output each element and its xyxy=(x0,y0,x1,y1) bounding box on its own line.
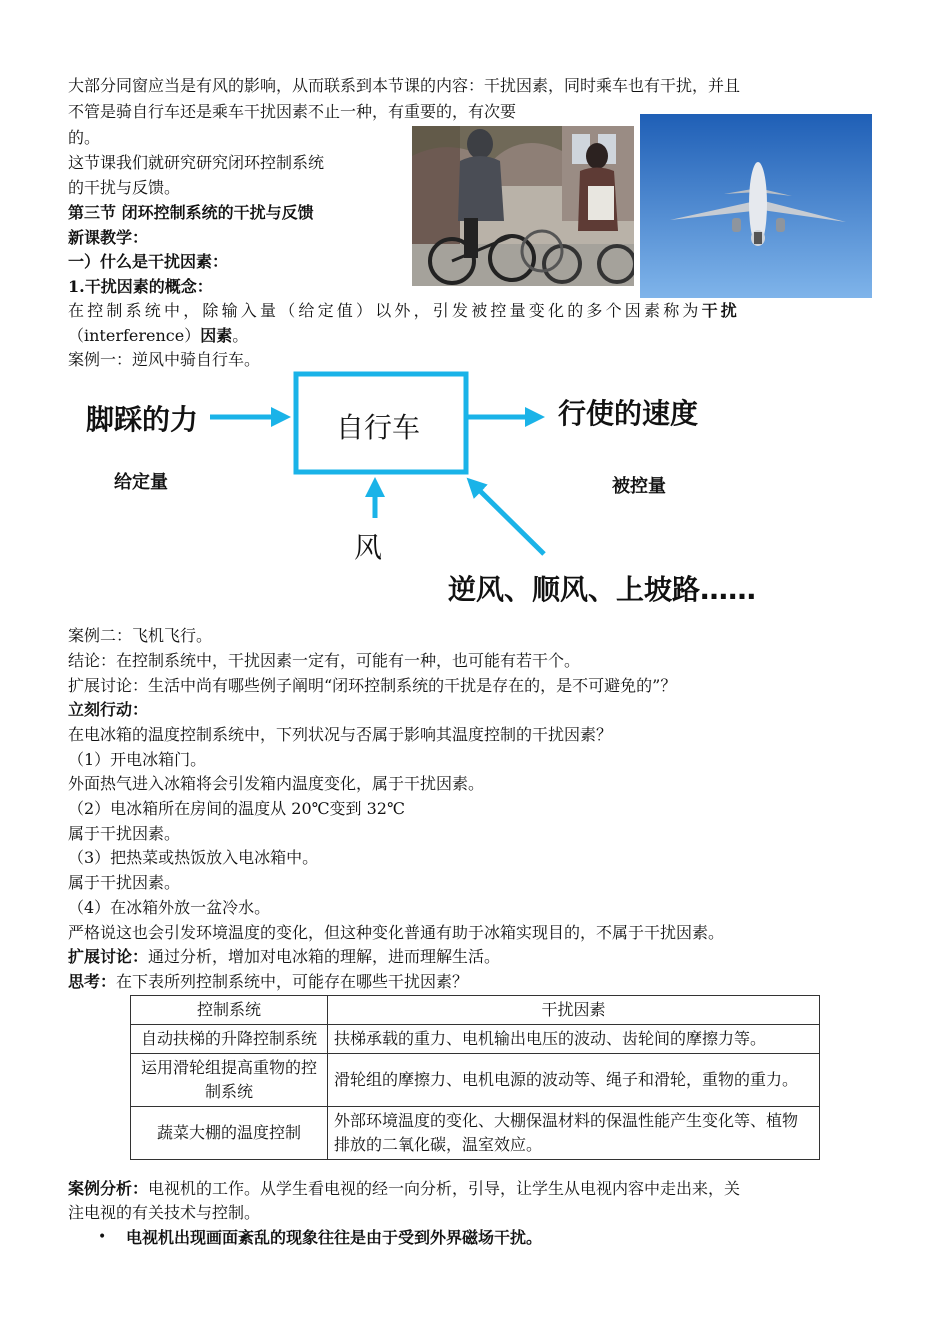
intro-line-3: 的。 xyxy=(68,128,101,147)
concept-bold: 干扰 xyxy=(701,301,741,320)
system-cell: 蔬菜大棚的温度控制 xyxy=(131,1107,328,1160)
new-lesson-heading: 新课教学： xyxy=(68,228,149,247)
table-row xyxy=(131,1107,820,1160)
given-value-label: 给定量 xyxy=(114,472,168,493)
intro-line-1: 大部分同窗应当是有风的影响，从而联系到本节课的内容：干扰因素，同时乘车也有干扰，并且 xyxy=(68,76,741,95)
analysis-line-1 xyxy=(68,1177,740,1201)
input-label: 脚踩的力 xyxy=(86,403,199,436)
system-cell: 运用滑轮组提高重物的控制系统 xyxy=(131,1054,328,1107)
answer-3: 属于干扰因素。 xyxy=(68,873,181,892)
system-cell: 自动扶梯的升降控制系统 xyxy=(131,1025,328,1054)
disturbance-label: 逆风、顺风、上坡路…… xyxy=(448,573,757,606)
bullet-text: 电视机出现画面紊乱的现象往往是由于受到外界磁场干扰。 xyxy=(126,1228,543,1247)
airplane-photo xyxy=(640,114,872,298)
header-system: 控制系统 xyxy=(131,996,328,1025)
concept-title: 1.干扰因素的概念： xyxy=(68,277,213,296)
intro-line-5: 的干扰与反馈。 xyxy=(68,178,181,197)
controlled-variable-label: 被控量 xyxy=(612,476,666,497)
extended-discussion-2 xyxy=(68,945,500,969)
concept-line-2 xyxy=(68,324,248,348)
extended-discussion: 扩展讨论：生活中尚有哪些例子阐明“闭环控制系统的干扰是存在的，是不可避免的”？ xyxy=(68,676,677,695)
action-heading: 立刻行动： xyxy=(68,700,149,719)
concept-text: 在控制系统中，除输入量（给定值）以外，引发被控量变化的多个因素称为 xyxy=(68,301,702,320)
answer-4: 严格说这也会引发环境温度的变化，但这种变化普通有助于冰箱实现目的，不属于干扰因素。 xyxy=(68,923,725,942)
item-2: （2）电冰箱所在房间的温度从 20℃变到 32℃ xyxy=(68,799,405,818)
disturbance-arrow xyxy=(473,484,544,554)
wind-label: 风 xyxy=(354,531,383,564)
ext2-label: 扩展讨论： xyxy=(68,947,149,966)
answer-1: 外面热气进入冰箱将会引发箱内温度变化，属于干扰因素。 xyxy=(68,774,485,793)
header-factors: 干扰因素 xyxy=(328,996,820,1025)
bicycle-riders-photo xyxy=(412,126,634,286)
analysis-line-2: 注电视的有关技术与控制。 xyxy=(68,1203,261,1222)
section-title: 第三节 闭环控制系统的干扰与反馈 xyxy=(68,203,314,222)
table-header-row xyxy=(131,996,820,1025)
concept-period: 。 xyxy=(232,326,249,345)
bullet-dot: • xyxy=(98,1229,107,1245)
system-label: 自行车 xyxy=(336,411,421,444)
bicycle-control-diagram xyxy=(68,358,828,608)
item-1: （1）开电冰箱门。 xyxy=(68,750,207,769)
factor-term: 因素 xyxy=(200,326,233,345)
ext2-text: 通过分析，增加对电冰箱的理解，进而理解生活。 xyxy=(148,947,501,966)
answer-2: 属于干扰因素。 xyxy=(68,824,181,843)
factors-cell: 外部环境温度的变化、大棚保温材料的保温性能产生变化等、植物排放的二氧化碳，温室效应。 xyxy=(328,1107,820,1160)
case-1: 案例一：逆风中骑自行车。 xyxy=(68,350,261,369)
intro-line-2: 不管是骑自行车还是乘车干扰因素不止一种，有重要的，有次要 xyxy=(68,102,517,121)
output-label: 行使的速度 xyxy=(558,397,699,430)
factors-cell: 扶梯承载的重力、电机输出电压的波动、齿轮间的摩擦力等。 xyxy=(328,1025,820,1054)
analysis-label: 案例分析： xyxy=(68,1179,149,1198)
table-row xyxy=(131,1054,820,1107)
think-label: 思考： xyxy=(68,972,117,991)
conclusion: 结论：在控制系统中，干扰因素一定有，可能有一种，也可能有若干个。 xyxy=(68,651,581,670)
concept-line-1 xyxy=(68,299,740,323)
think-text: 在下表所列控制系统中，可能存在哪些干扰因素？ xyxy=(116,972,469,991)
item-4: （4）在冰箱外放一盆冷水。 xyxy=(68,898,271,917)
interference-term: （interference） xyxy=(68,326,201,345)
factors-cell: 滑轮组的摩擦力、电机电源的波动等、绳子和滑轮，重物的重力。 xyxy=(328,1054,820,1107)
table-row xyxy=(131,1025,820,1054)
question-heading: 一）什么是干扰因素： xyxy=(68,252,229,271)
interference-table xyxy=(130,995,820,1160)
fridge-question: 在电冰箱的温度控制系统中，下列状况与否属于影响其温度控制的干扰因素？ xyxy=(68,725,613,744)
intro-line-4: 这节课我们就研究研究闭环控制系统 xyxy=(68,153,325,172)
item-3: （3）把热菜或热饭放入电冰箱中。 xyxy=(68,848,319,867)
think-line xyxy=(68,970,468,994)
analysis-text: 电视机的工作。从学生看电视的经一向分析，引导，让学生从电视内容中走出来，关 xyxy=(148,1179,741,1198)
case-2: 案例二：飞机飞行。 xyxy=(68,626,213,645)
